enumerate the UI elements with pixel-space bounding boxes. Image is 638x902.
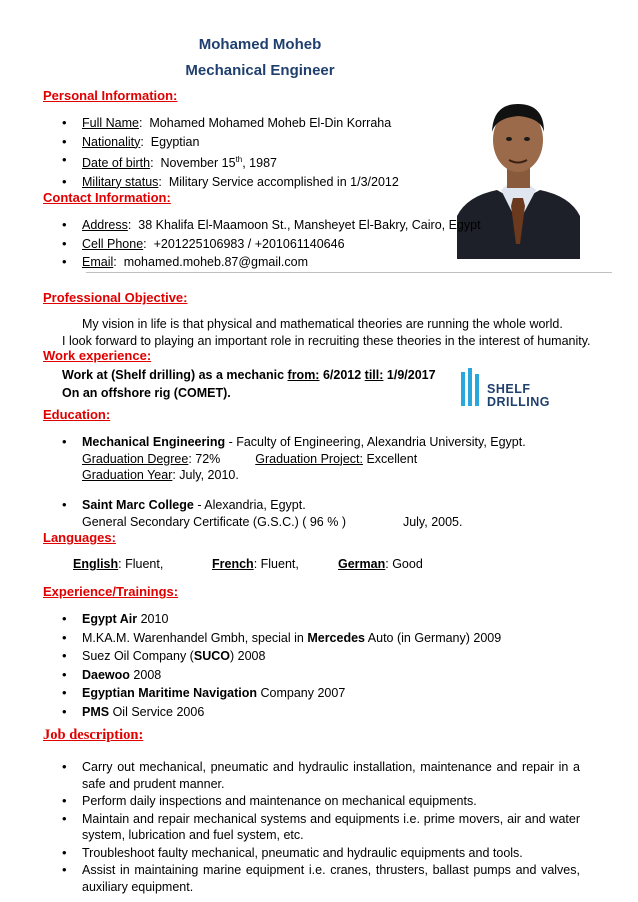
degree-name: Mechanical Engineering [82,435,226,449]
list-item [62,684,501,703]
language-level: : Fluent, [253,557,299,571]
language-item [338,557,423,571]
email-value: mohamed.moheb.87@gmail.com [123,255,308,269]
degree-institution: - Faculty of Engineering, Alexandria University, Egypt. [225,435,526,449]
degree-label: Graduation Degree [82,451,189,466]
certificate: General Secondary Certificate (G.S.C.) ( 96 % ) [82,514,346,529]
logo-text-line-2: DRILLING [487,395,551,409]
contact-info-heading: Contact Information: [43,190,171,205]
till-label: till: [364,368,384,382]
till-value: 1/9/2017 [383,368,436,382]
candidate-name: Mohamed Moheb [198,36,322,53]
military-value: Military Service accomplished in 1/3/2012 [168,174,399,189]
list-item: • Cell Phone: +201225106983 / +201061140646 [62,235,481,254]
training-company: Daewoo [82,667,130,682]
list-item: • Assist in maintaining marine equipment i.e. cranes, thrusters, ballast pumps and valves, auxiliary equipment. [62,862,580,895]
work-experience-colon: : [146,348,152,363]
year-value: : July, 2010. [172,468,239,482]
education-list-2 [62,497,462,530]
phone-value: +201225106983 / +201061140646 [153,236,345,251]
personal-info-list [62,114,399,191]
logo-bar [475,374,479,406]
address-value: 38 Khalifa El-Maamoon St., Mansheyet El-Bakry, Cairo, Egypt [138,218,481,232]
project-label: Graduation Project: [255,451,363,466]
list-item: • Date of birth: November 15th, 1987 [62,151,399,173]
logo-text-line-1: SHELF [487,382,531,396]
languages-heading: Languages: [43,530,116,545]
list-item [62,647,501,666]
language-level: : Good [385,557,423,571]
list-item: • Address: 38 Khalifa El-Maamoon St., Mansheyet El-Bakry, Cairo, Egypt [62,216,481,235]
logo-bar [461,372,465,406]
list-item: • Full Name: Mohamed Mohamed Moheb El-Din Korraha [62,114,399,133]
work-line-1 [62,368,436,382]
list-item: • Email: mohamed.moheb.87@gmail.com [62,253,481,272]
year-label: Graduation Year [82,468,173,482]
candidate-title: Mechanical Engineer [185,62,335,79]
job-description-list [62,759,580,896]
logo-bar [468,368,472,406]
personal-info-heading: Personal Information: [43,88,178,103]
from-value: 6/2012 [319,368,365,382]
training-year: Oil Service 2006 [109,704,205,719]
full-name-value: Mohamed Mohamed Moheb El-Din Korraha [149,116,392,130]
project-value: Excellent [362,451,418,466]
objective-line-1: My vision in life is that physical and mathematical theories are running the whole world. [82,317,563,331]
education-heading: Education: [43,407,111,422]
school-location: - Alexandria, Egypt. [193,498,306,512]
training-company: PMS [82,704,110,719]
logo-text [487,383,550,409]
trainings-heading: Experience/Trainings: [43,584,179,599]
list-item [62,497,462,530]
list-item: • Carry out mechanical, pneumatic and hydraulic installation, maintenance and repair in a safe and prudent manner. [62,759,580,792]
email-label: Email [82,255,114,269]
list-item: • Perform daily inspections and maintenance on mechanical equipments. [62,793,580,810]
training-company: SUCO [193,649,230,663]
dob-label: Date of birth [82,156,151,171]
training-year: ) 2008 [229,649,266,663]
list-item: • Maintain and repair mechanical systems and equipments i.e. prime movers, air and water system, lubrication and fuel system, etc. [62,811,580,844]
list-item: • Military status: Military Service accomplished in 1/3/2012 [62,173,399,192]
training-year: Auto (in Germany) 2009 [365,630,502,645]
work-experience-heading-text: Work experience [43,348,147,363]
dob-value: November 15 [160,156,236,171]
from-label: from: [287,368,320,382]
trainings-list [62,610,501,721]
training-year: 2008 [129,667,162,682]
list-item [62,666,501,685]
work-experience-heading [43,348,151,363]
work-line-2: On an offshore rig (COMET). [62,386,231,400]
training-text: Suez Oil Company ( [82,649,194,663]
contact-info-list [62,216,481,272]
objective-line-2: I look forward to playing an important role in recruiting these theories in the interest of humanity. [62,334,591,348]
work-role: Work at (Shelf drilling) as a mechanic [62,368,288,382]
nationality-value: Egyptian [150,134,200,149]
training-year: Company 2007 [257,686,346,700]
training-company: Egypt Air [82,612,138,626]
list-item [62,703,501,722]
language-label: French [212,557,254,571]
language-level: : Fluent, [118,557,164,571]
dob-suffix: th [235,155,243,164]
full-name-label: Full Name [82,116,139,130]
phone-label: Cell Phone [82,236,144,251]
list-item: • Nationality: Egyptian [62,133,399,152]
training-company: Mercedes [307,630,366,645]
objective-heading: Professional Objective: [43,290,188,305]
language-label: German [338,557,386,571]
list-item [62,629,501,648]
language-item [212,557,299,571]
training-text: M.KA.M. Warenhandel Gmbh, special in [82,630,308,645]
school-name: Saint Marc College [82,498,194,512]
degree-value: : 72% [188,451,221,466]
training-company: Egyptian Maritime Navigation [82,686,258,700]
training-year: 2010 [137,612,169,626]
dob-year: , 1987 [242,156,277,171]
list-item: • Troubleshoot faulty mechanical, pneumatic and hydraulic equipments and tools. [62,845,580,862]
list-item [62,434,526,484]
divider [86,272,612,273]
list-item [62,610,501,629]
job-description-heading: Job description: [43,727,144,743]
language-item [73,557,163,571]
shelf-drilling-logo [459,368,569,408]
nationality-label: Nationality [82,134,141,149]
language-label: English [73,557,119,571]
certificate-date: July, 2005. [402,514,463,529]
address-label: Address [82,218,128,232]
education-list [62,434,526,484]
military-label: Military status [82,174,159,189]
